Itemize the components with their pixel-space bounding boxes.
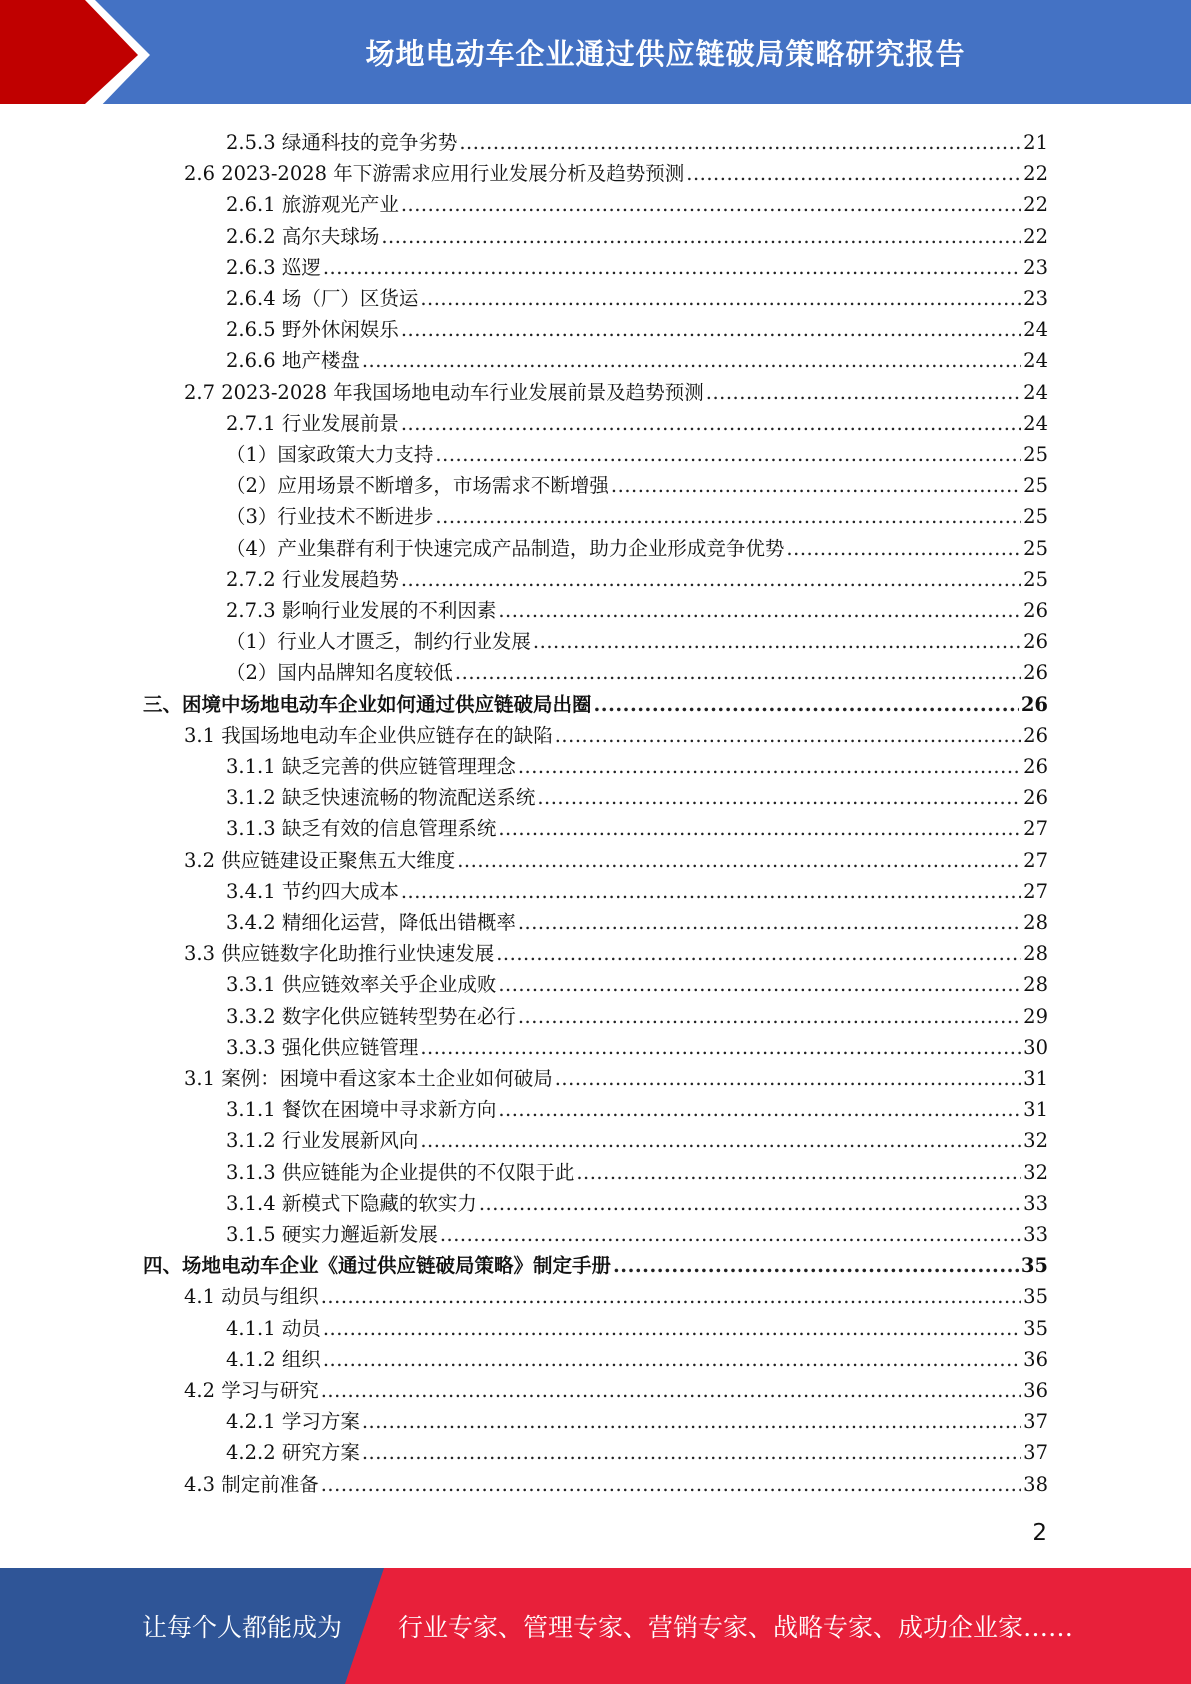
toc-entry[interactable] xyxy=(184,1377,1048,1405)
toc-entry-label: 3.4.1 节约四大成本 xyxy=(226,879,399,903)
toc-entry[interactable] xyxy=(184,940,1048,968)
toc-entry-label: 2.6.2 高尔夫球场 xyxy=(226,224,380,248)
toc-entry[interactable] xyxy=(226,1221,1048,1249)
toc-entry[interactable] xyxy=(226,129,1048,157)
toc-entry[interactable] xyxy=(184,160,1048,188)
toc-entry-page: 22 xyxy=(1023,162,1048,186)
toc-entry[interactable] xyxy=(226,254,1048,282)
toc-entry-page: 36 xyxy=(1023,1347,1048,1371)
toc-entry-label: 4.1.1 动员 xyxy=(226,1316,321,1340)
toc-leader-dots xyxy=(706,379,1021,407)
toc-entry[interactable] xyxy=(226,1408,1048,1436)
toc-entry-page: 26 xyxy=(1023,630,1048,654)
toc-entry-label: 2.7.2 行业发展趋势 xyxy=(226,567,399,591)
toc-leader-dots xyxy=(440,1221,1021,1249)
toc-entry-page: 27 xyxy=(1023,848,1048,872)
toc-entry-page: 24 xyxy=(1023,318,1048,342)
toc-entry-page: 26 xyxy=(1023,599,1048,622)
toc-entry-page: 25 xyxy=(1023,536,1048,560)
toc-leader-dots xyxy=(457,847,1021,875)
toc-leader-dots xyxy=(420,1034,1021,1062)
toc-entry[interactable] xyxy=(226,659,1048,687)
toc-entry[interactable] xyxy=(226,223,1048,251)
toc-entry-label: （2）应用场景不断增多，市场需求不断增强 xyxy=(226,474,609,498)
toc-entry[interactable] xyxy=(226,1159,1048,1187)
toc-entry-page: 22 xyxy=(1023,224,1048,248)
toc-entry-label: 3.1.2 行业发展新风向 xyxy=(226,1129,419,1153)
report-title: 场地电动车企业通过供应链破局策略研究报告 xyxy=(365,36,966,71)
toc-entry-label: 3.1.3 缺乏有效的信息管理系统 xyxy=(226,817,497,841)
toc-entry-label: （3）行业技术不断进步 xyxy=(226,505,434,529)
toc-entry[interactable] xyxy=(226,316,1048,344)
toc-leader-dots xyxy=(323,1346,1021,1374)
toc-entry-label: 2.6.6 地产楼盘 xyxy=(226,349,360,373)
toc-leader-dots xyxy=(435,503,1021,531)
toc-entry-label: 3.1.2 缺乏快速流畅的物流配送系统 xyxy=(226,786,536,810)
toc-entry-label: 4.1 动员与组织 xyxy=(184,1285,319,1309)
toc-entry[interactable] xyxy=(226,472,1048,500)
toc-entry-label: 2.6.4 场（厂）区货运 xyxy=(226,287,419,310)
toc-entry-label: 4.3 制定前准备 xyxy=(184,1472,319,1496)
toc-leader-dots xyxy=(576,1159,1021,1187)
toc-entry-page: 29 xyxy=(1023,1004,1048,1028)
toc-entry-label: 2.6.3 巡逻 xyxy=(226,255,321,279)
toc-entry-page: 31 xyxy=(1023,1098,1048,1122)
toc-leader-dots xyxy=(686,160,1021,188)
toc-leader-dots xyxy=(786,535,1021,563)
toc-entry-page: 27 xyxy=(1023,817,1048,841)
toc-entry-page: 35 xyxy=(1023,1285,1048,1309)
toc-entry-page: 26 xyxy=(1023,786,1048,810)
toc-entry-page: 25 xyxy=(1023,505,1048,529)
toc-leader-dots xyxy=(321,1283,1021,1311)
toc-entry-page: 24 xyxy=(1023,380,1048,404)
toc-leader-dots xyxy=(479,1190,1021,1218)
toc-entry-label: 3.2 供应链建设正聚焦五大维度 xyxy=(184,848,456,872)
toc-leader-dots xyxy=(401,410,1021,438)
toc-leader-dots xyxy=(401,566,1021,594)
toc-entry[interactable] xyxy=(143,1252,1048,1280)
toc-entry-page: 26 xyxy=(1023,661,1048,685)
toc-entry[interactable] xyxy=(226,784,1048,812)
toc-entry-label: 3.3.2 数字化供应链转型势在必行 xyxy=(226,1004,516,1028)
toc-entry-page: 38 xyxy=(1023,1472,1048,1496)
toc-entry-page: 25 xyxy=(1023,474,1048,498)
toc-entry[interactable] xyxy=(226,347,1048,375)
footer-slogan-right: 行业专家、管理专家、营销专家、战略专家、成功企业家…… xyxy=(398,1613,1074,1642)
toc-entry-label: 3.3.3 强化供应链管理 xyxy=(226,1035,419,1059)
toc-leader-dots xyxy=(537,784,1021,812)
toc-leader-dots xyxy=(321,1471,1021,1499)
toc-entry[interactable] xyxy=(184,847,1048,875)
toc-entry-page: 24 xyxy=(1023,349,1048,373)
toc-leader-dots xyxy=(323,1315,1021,1343)
toc-leader-dots xyxy=(401,878,1021,906)
toc-leader-dots xyxy=(435,441,1021,469)
toc-entry-label: 2.5.3 绿通科技的竞争劣势 xyxy=(226,131,458,154)
toc-entry-label: （2）国内品牌知名度较低 xyxy=(226,661,453,685)
toc-leader-dots xyxy=(518,753,1021,781)
toc-entry-page: 26 xyxy=(1020,692,1048,716)
toc-entry-label: 3.3 供应链数字化助推行业快速发展 xyxy=(184,942,495,966)
toc-entry[interactable] xyxy=(184,722,1048,750)
toc-entry-page: 28 xyxy=(1023,942,1048,966)
toc-entry-label: （1）国家政策大力支持 xyxy=(226,443,434,466)
toc-entry[interactable] xyxy=(226,410,1048,438)
toc-entry[interactable] xyxy=(226,1096,1048,1124)
page-number: 2 xyxy=(1032,1520,1047,1546)
toc-entry-page: 23 xyxy=(1023,287,1048,310)
toc-entry-label: 4.2.1 学习方案 xyxy=(226,1410,360,1434)
toc-leader-dots xyxy=(420,1127,1021,1155)
toc-entry-label: 3.1.1 餐饮在困境中寻求新方向 xyxy=(226,1098,497,1122)
toc-entry-label: （4）产业集群有利于快速完成产品制造，助力企业形成竞争优势 xyxy=(226,536,785,560)
toc-leader-dots xyxy=(496,940,1021,968)
toc-leader-dots xyxy=(381,223,1021,251)
toc-leader-dots xyxy=(611,472,1021,500)
toc-entry-page: 25 xyxy=(1023,443,1048,466)
toc-entry[interactable] xyxy=(226,597,1048,625)
toc-entry-page: 25 xyxy=(1023,567,1048,591)
toc-entry-label: 4.1.2 组织 xyxy=(226,1347,321,1371)
toc-entry-page: 32 xyxy=(1023,1129,1048,1153)
toc-entry-label: 2.6.1 旅游观光产业 xyxy=(226,193,399,217)
toc-entry[interactable] xyxy=(226,1127,1048,1155)
toc-entry[interactable] xyxy=(226,909,1048,937)
toc-leader-dots xyxy=(555,1065,1021,1093)
toc-entry-label: 4.2.2 研究方案 xyxy=(226,1441,360,1465)
toc-entry-label: 2.7.3 影响行业发展的不利因素 xyxy=(226,599,497,622)
toc-entry-page: 31 xyxy=(1023,1067,1048,1090)
toc-entry[interactable] xyxy=(226,1190,1048,1218)
toc-entry-label: 2.6 2023-2028 年下游需求应用行业发展分析及趋势预测 xyxy=(184,162,685,186)
toc-leader-dots xyxy=(498,1096,1021,1124)
toc-entry[interactable] xyxy=(226,285,1048,313)
toc-entry-label: 三、困境中场地电动车企业如何通过供应链破局出圈 xyxy=(143,692,592,716)
toc-entry[interactable] xyxy=(226,815,1048,843)
toc-entry[interactable] xyxy=(184,379,1048,407)
toc-leader-dots xyxy=(518,1003,1021,1031)
toc-entry-page: 33 xyxy=(1023,1223,1048,1246)
toc-entry-page: 37 xyxy=(1023,1441,1048,1465)
toc-leader-dots xyxy=(362,1408,1021,1436)
toc-entry-page: 36 xyxy=(1023,1379,1048,1402)
toc-entry[interactable] xyxy=(226,1315,1048,1343)
toc-entry-page: 30 xyxy=(1023,1035,1048,1059)
toc-leader-dots xyxy=(401,316,1021,344)
toc-entry-page: 26 xyxy=(1023,755,1048,778)
toc-entry-page: 27 xyxy=(1023,879,1048,903)
footer-slogan-left: 让每个人都能成为 xyxy=(142,1613,343,1642)
toc-entry[interactable] xyxy=(226,628,1048,656)
toc-leader-dots xyxy=(518,909,1021,937)
toc-entry-label: 3.1 案例：困境中看这家本土企业如何破局 xyxy=(184,1067,553,1090)
toc-entry[interactable] xyxy=(226,878,1048,906)
toc-entry-page: 37 xyxy=(1023,1410,1048,1434)
toc-leader-dots xyxy=(420,285,1021,313)
toc-entry[interactable] xyxy=(184,1283,1048,1311)
page-header xyxy=(0,0,1191,112)
toc-leader-dots xyxy=(455,659,1021,687)
toc-entry-page: 32 xyxy=(1023,1160,1048,1184)
toc-entry-page: 21 xyxy=(1023,131,1048,154)
toc-entry-label: 3.1.1 缺乏完善的供应链管理理念 xyxy=(226,755,516,778)
toc-leader-dots xyxy=(321,1377,1021,1405)
toc-entry-page: 26 xyxy=(1023,723,1048,747)
toc-entry-label: 3.3.1 供应链效率关乎企业成败 xyxy=(226,973,497,997)
toc-leader-dots xyxy=(533,628,1021,656)
toc-entry-label: 2.7 2023-2028 年我国场地电动车行业发展前景及趋势预测 xyxy=(184,380,704,404)
toc-leader-dots xyxy=(594,691,1019,719)
toc-leader-dots xyxy=(459,129,1021,157)
toc-entry[interactable] xyxy=(226,441,1048,469)
toc-entry-label: 3.1.5 硬实力邂逅新发展 xyxy=(226,1223,438,1246)
toc-entry-page: 23 xyxy=(1023,255,1048,279)
toc-entry-label: 四、场地电动车企业《通过供应链破局策略》制定手册 xyxy=(143,1254,612,1278)
toc-entry[interactable] xyxy=(226,503,1048,531)
page-footer xyxy=(0,1568,1191,1684)
toc-entry[interactable] xyxy=(184,1065,1048,1093)
toc-leader-dots xyxy=(613,1252,1019,1280)
toc-entry[interactable] xyxy=(184,1471,1048,1499)
toc-leader-dots xyxy=(323,254,1021,282)
toc-entry-page: 35 xyxy=(1023,1316,1048,1340)
toc-entry[interactable] xyxy=(226,1346,1048,1374)
toc-entry-label: 2.7.1 行业发展前景 xyxy=(226,411,399,435)
toc-entry-page: 24 xyxy=(1023,411,1048,435)
toc-leader-dots xyxy=(498,597,1021,625)
toc-entry-label: 3.1.3 供应链能为企业提供的不仅限于此 xyxy=(226,1160,575,1184)
toc-entry[interactable] xyxy=(226,753,1048,781)
toc-entry-label: （1）行业人才匮乏，制约行业发展 xyxy=(226,630,531,654)
toc-entry-label: 3.4.2 精细化运营，降低出错概率 xyxy=(226,911,516,934)
toc-entry-label: 3.1.4 新模式下隐藏的软实力 xyxy=(226,1191,477,1215)
toc-leader-dots xyxy=(498,971,1021,999)
toc-entry-page: 28 xyxy=(1023,973,1048,997)
toc-entry[interactable] xyxy=(143,691,1048,719)
toc-entry[interactable] xyxy=(226,535,1048,563)
toc-entry-label: 4.2 学习与研究 xyxy=(184,1379,319,1402)
toc-entry[interactable] xyxy=(226,1034,1048,1062)
toc-entry-label: 3.1 我国场地电动车企业供应链存在的缺陷 xyxy=(184,723,553,747)
toc-entry-page: 33 xyxy=(1023,1191,1048,1215)
toc-entry[interactable] xyxy=(226,1439,1048,1467)
toc-leader-dots xyxy=(401,191,1021,219)
toc-entry[interactable] xyxy=(226,566,1048,594)
toc-entry[interactable] xyxy=(226,1003,1048,1031)
toc-entry-page: 28 xyxy=(1023,911,1048,934)
toc-entry[interactable] xyxy=(226,191,1048,219)
toc-leader-dots xyxy=(555,722,1021,750)
toc-leader-dots xyxy=(362,1439,1021,1467)
toc-entry-page: 35 xyxy=(1020,1254,1048,1278)
toc-entry-page: 22 xyxy=(1023,193,1048,217)
toc-entry-label: 2.6.5 野外休闲娱乐 xyxy=(226,318,399,342)
toc-entry[interactable] xyxy=(226,971,1048,999)
toc-leader-dots xyxy=(362,347,1021,375)
toc-leader-dots xyxy=(498,815,1021,843)
